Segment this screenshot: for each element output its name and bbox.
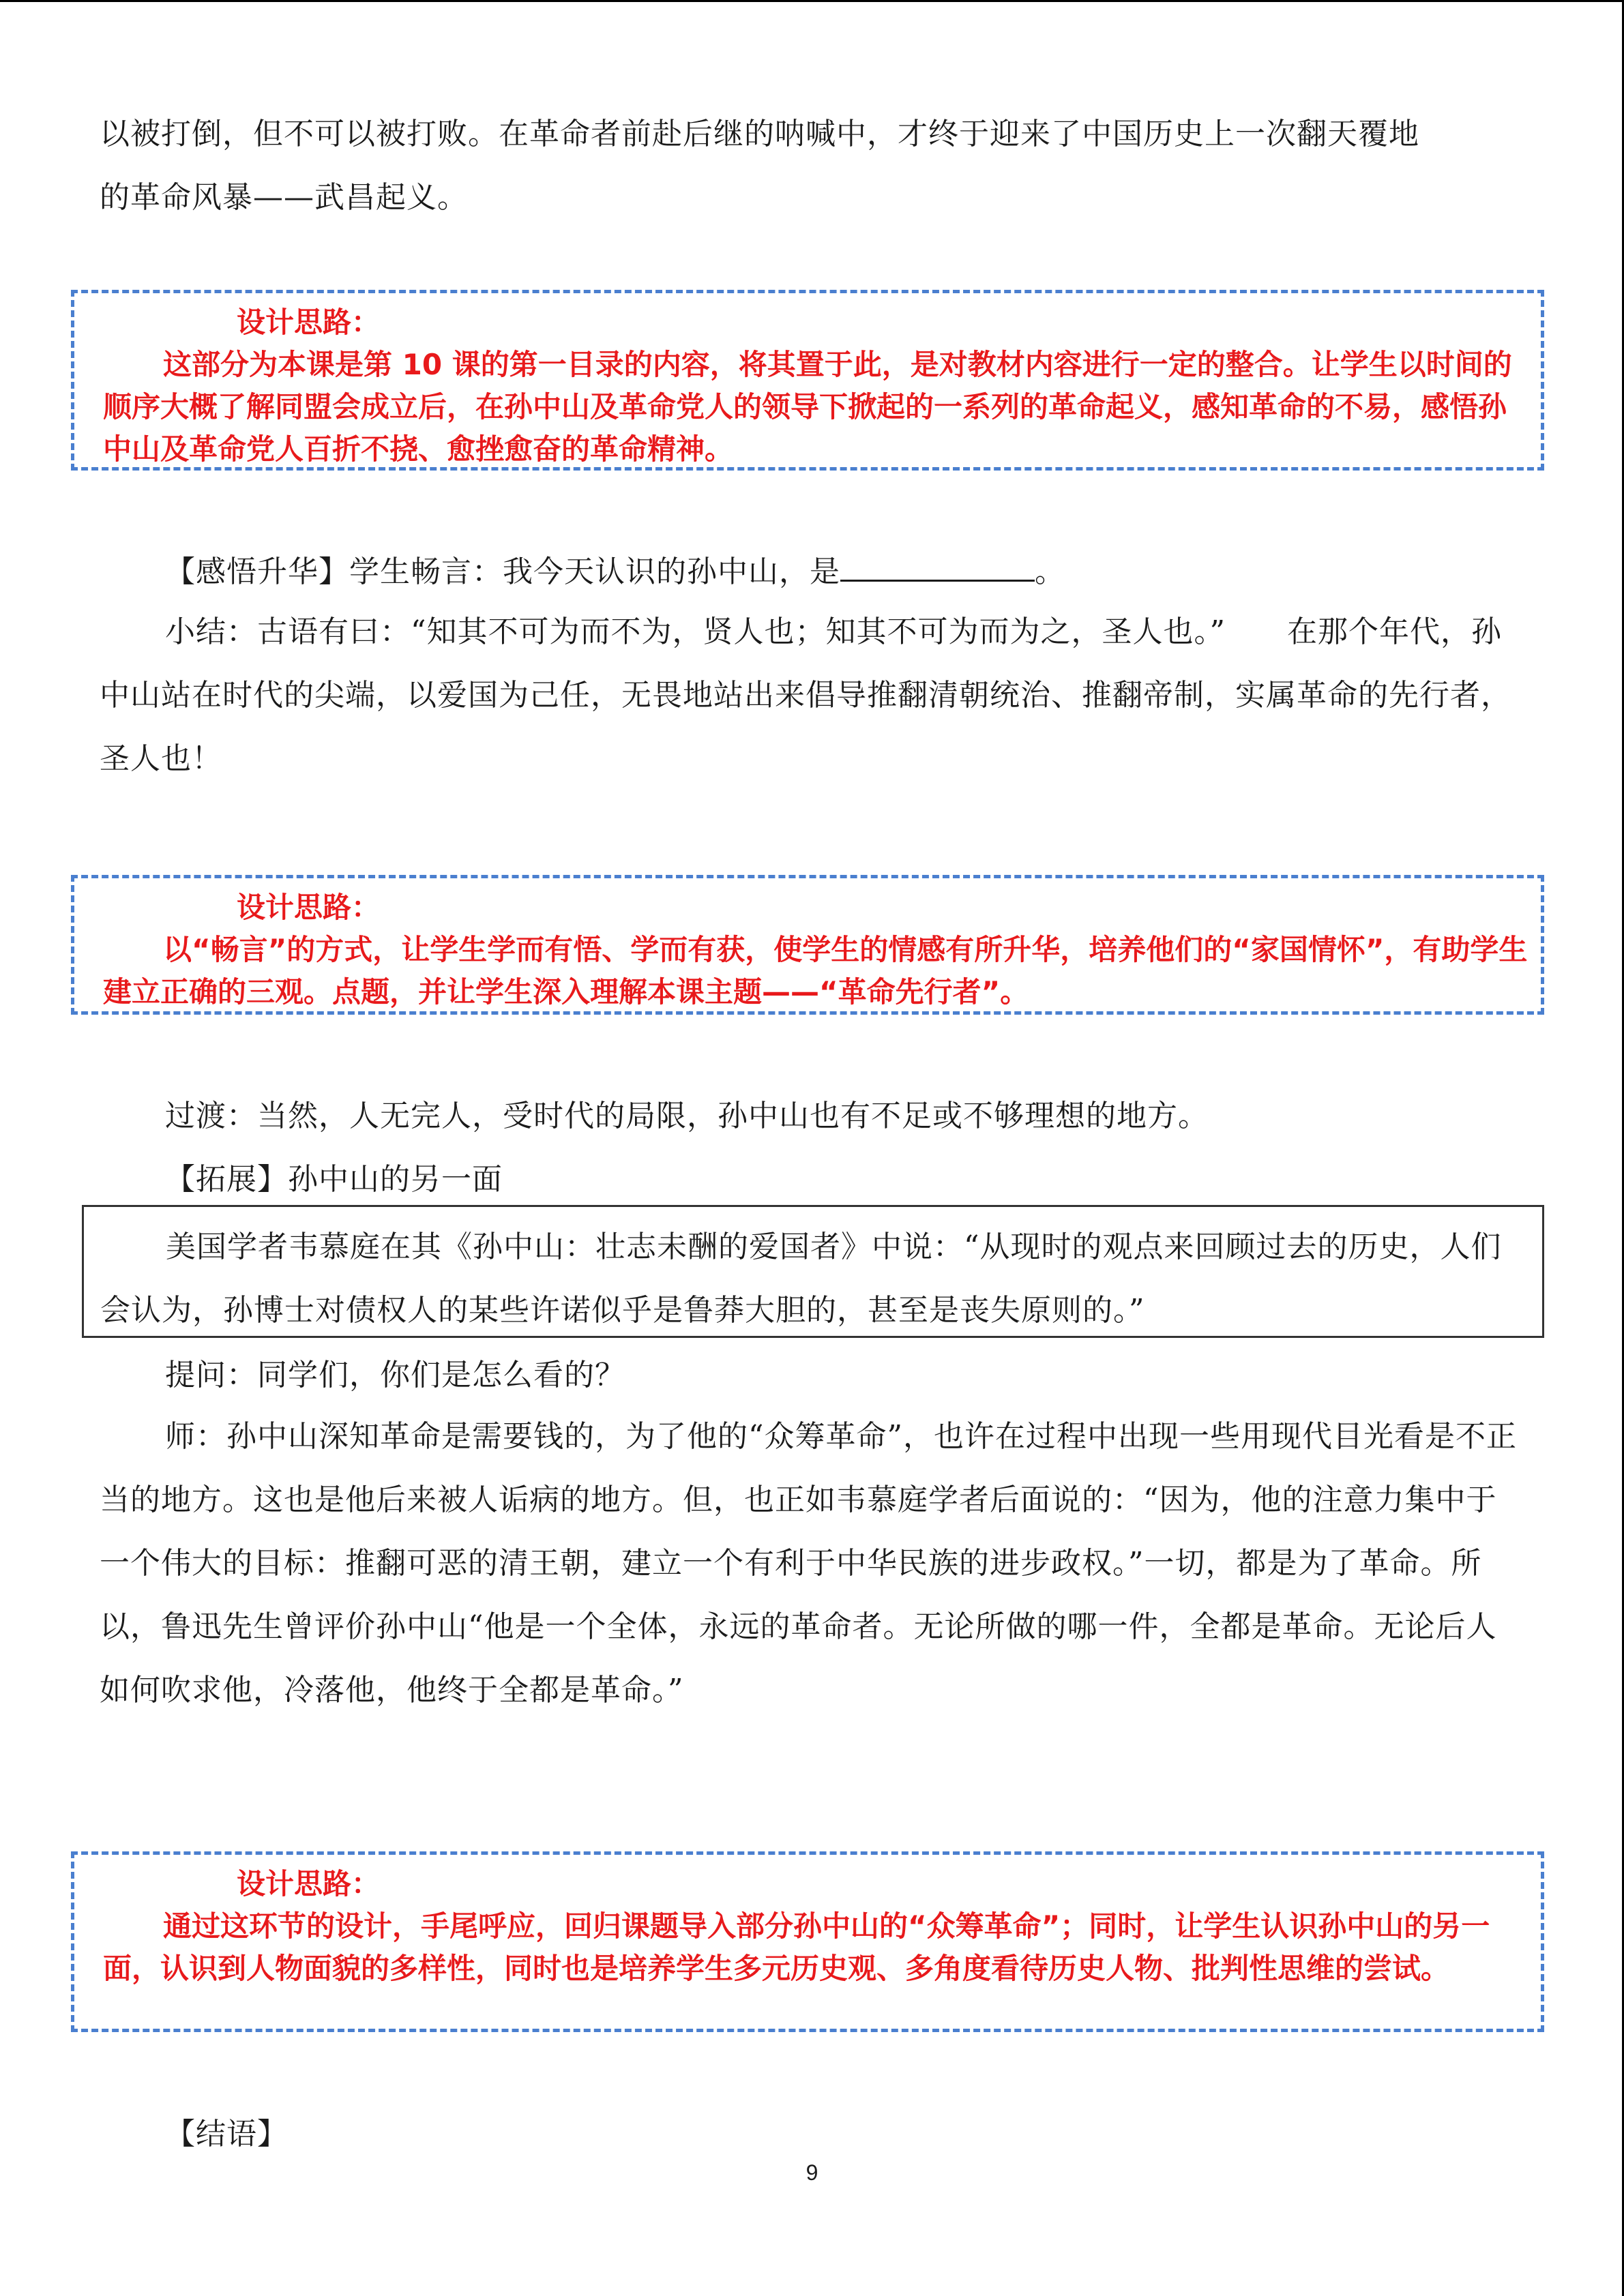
expand-line xyxy=(100,1154,1597,1198)
sense-end: 。 xyxy=(1035,554,1065,589)
design-note-title: 设计思路： xyxy=(237,891,381,924)
intro-line-1: 以被打倒，但不可以被打败。在革命者前赴后继的呐喊中，才终于迎来了中国历史上一次翻天覆地 xyxy=(100,117,1419,151)
design-note-content: 这部分为本课是第 10 课的第一目录的内容，将其置于此，是对教材内容进行一定的整合。让学生以时间的顺序大概了解同盟会成立后，在孙中山及革命党人的领导下掀起的一系列的革命起义，感知革命的不易，感悟孙中山及革命党人百折不挠、愈挫愈奋的革命精神。 xyxy=(103,348,1512,466)
top-border xyxy=(0,0,1624,2)
design-note-content: 通过这环节的设计，手尾呼应，回归课题导入部分孙中山的“众筹革命”；同时，让学生认识孙中山的另一面，认识到人物面貌的多样性，同时也是培养学生多元历史观、多角度看待历史人物、批判性思维的尝试。 xyxy=(103,1909,1490,1985)
expand-title: 孙中山的另一面 xyxy=(288,1162,503,1197)
quote-box xyxy=(82,1205,1544,1338)
page-number: 9 xyxy=(806,2160,818,2185)
expand-label: 【拓展】 xyxy=(165,1162,288,1197)
design-note-box-3 xyxy=(71,1851,1544,2032)
intro-line-2: 的革命风暴——武昌起义。 xyxy=(100,180,468,215)
design-note-title: 设计思路： xyxy=(237,1867,381,1900)
conclusion-label: 【结语】 xyxy=(165,2117,288,2151)
design-note-title: 设计思路： xyxy=(237,305,381,339)
quote-text: 美国学者韦慕庭在其《孙中山：壮志未酬的爱国者》中说：“从现时的观点来回顾过去的历史，人们会认为，孙博士对债权人的某些许诺似乎是鲁莽大胆的，甚至是丧失原则的。” xyxy=(100,1229,1502,1328)
sense-label: 【感悟升华】 xyxy=(165,554,349,589)
teacher-paragraph: 师：孙中山深知革命是需要钱的，为了他的“众筹革命”，也许在过程中出现一些用现代目光看是不正当的地方。这也是他后来被人诟病的地方。但，也正如韦慕庭学者后面说的：“因为，他的注意力集中于一个伟大的目标：推翻可恶的清王朝，建立一个有利于中华民族的进步政权。”一切，都是为了革命。所以，鲁迅先生曾评价孙中山“他是一个全体，永远的革命者。无论所做的哪一件，全都是革命。无论后人如何吹求他，冷落他，他终于全都是革命。” xyxy=(100,1419,1517,1708)
design-note-box-2 xyxy=(71,875,1544,1015)
design-note-content: 以“畅言”的方式，让学生学而有悟、学而有获，使学生的情感有所升华，培养他们的“家国情怀”，有助学生建立正确的三观。点题，并让学生深入理解本课主题——“革命先行者”。 xyxy=(103,933,1528,1009)
sense-prompt: 学生畅言：我今天认识的孙中山，是 xyxy=(349,554,840,589)
design-note-box-1 xyxy=(71,290,1544,471)
sense-line xyxy=(100,547,1597,591)
answer-blank[interactable] xyxy=(840,552,1035,582)
question-line: 提问：同学们，你们是怎么看的？ xyxy=(165,1358,625,1392)
transition-line: 过渡：当然，人无完人，受时代的局限，孙中山也有不足或不够理想的地方。 xyxy=(165,1099,1209,1133)
summary-paragraph: 小结：古语有曰：“知其不可为而不为，贤人也；知其不可为而为之，圣人也。” 在那个年代，孙中山站在时代的尖端，以爱国为己任，无畏地站出来倡导推翻清朝统治、推翻帝制，实属革命的先行者，圣人也！ xyxy=(100,614,1511,776)
